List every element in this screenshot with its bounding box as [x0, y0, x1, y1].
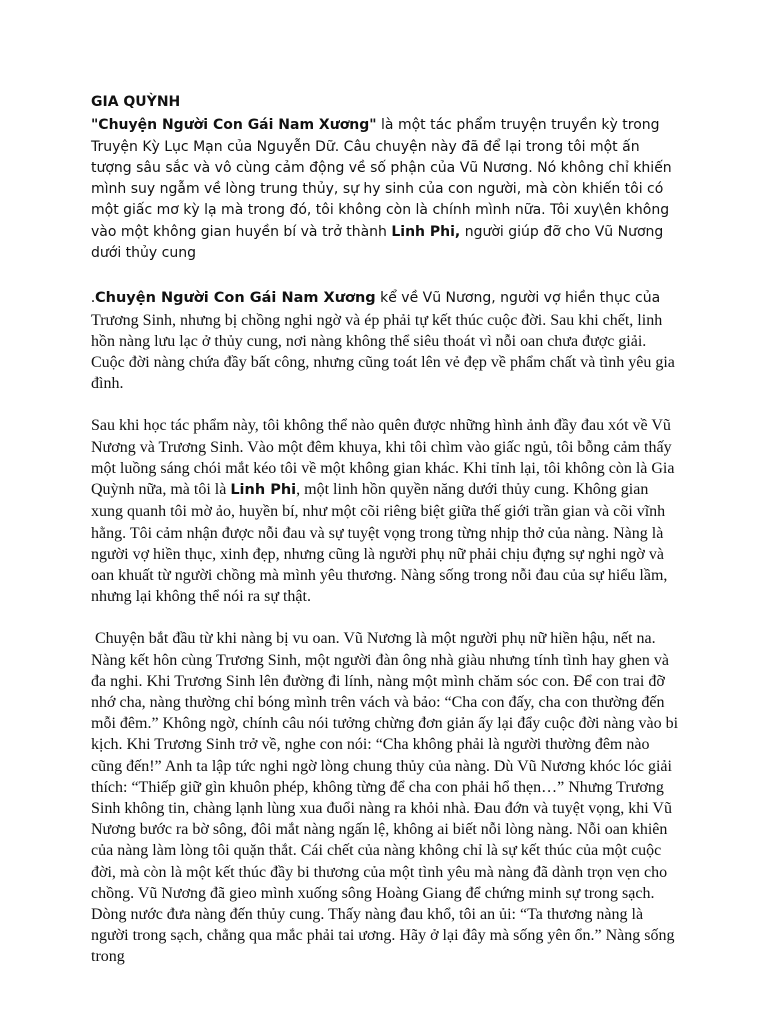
dream-character-name: Linh Phi — [230, 482, 297, 499]
dream-text-b: , một linh hồn quyền năng dưới thủy cung. Không gian xung quanh tôi mờ ảo, huyền bí, như một cõi riêng biệt giữa thế giới trần gian và cõi vĩnh hằng. Tôi cảm nhận được nỗi đau và sự tuyệt vọng trong từng nhịp thở của nàng. Nàng là người vợ hiền thục, xinh đẹp, nhưng cũng là người phụ nữ phải chịu đựng sự nghi ngờ và oan khuất từ người chồng mà mình yêu thương. Nàng sống trong nỗi đau của sự hiểu lầm, nhưng lại không thể nói ra sự thật. — [91, 481, 668, 606]
character-name: Linh Phi, — [391, 223, 461, 240]
intro-text-b: người giúp đỡ cho Vũ Nương dưới thủy cung — [91, 223, 664, 262]
summary-text-b: Trương Sinh, nhưng bị chồng nghi ngờ và ép phải tự kết thúc cuộc đời. Sau khi chết, linh hồn nàng lưu lạc ở thủy cung, nơi nàng không thể siêu thoát vì nỗi oan chưa được giải. Cuộc đời nàng chứa đầy bất công, nhưng cũng toát lên vẻ đẹp về phẩm chất và tình yêu gia đình. — [91, 311, 675, 393]
document-page — [91, 92, 683, 968]
story-paragraph: Chuyện bắt đầu từ khi nàng bị vu oan. Vũ Nương là một người phụ nữ hiền hậu, nết na. Nàng kết hôn cùng Trương Sinh, một người đàn ông nhà giàu nhưng tính tình hay ghen và đa nghi. Khi Trương Sinh lên đường đi lính, nàng một mình chăm sóc con. Để con trai đỡ nhớ cha, nàng thường chỉ bóng mình trên vách và bảo: “Cha con đấy, cha con thường đến mỗi đêm.” Không ngờ, chính câu nói tưởng chừng đơn giản ấy lại đẩy cuộc đời nàng vào bi kịch. Khi Trương Sinh trở về, nghe con nói: “Cha không phải là người thường đêm nào cũng đến!” Anh ta lập tức nghi ngờ lòng chung thủy của nàng. Dù Vũ Nương khóc lóc giải thích: “Thiếp giữ gìn khuôn phép, không từng để cha con phải hổ thẹn…” Nhưng Trương Sinh không tin, chàng lạnh lùng xua đuổi nàng ra khỏi nhà. Đau đớn và tuyệt vọng, khi Vũ Nương bước ra bờ sông, đôi mắt nàng ngấn lệ, không ai biết nỗi lòng nàng. Nỗi oan khiên của nàng làm lòng tôi quặn thắt. Cái chết của nàng không chỉ là sự kết thúc của một cuộc đời, mà còn là một kết thúc đầy bi thương của một tình yêu mà nàng đã dành trọn vẹn cho chồng. Vũ Nương đã gieo mình xuống sông Hoàng Giang để chứng minh sự trong sạch. Dòng nước đưa nàng đến thủy cung. Thấy nàng đau khổ, tôi an ủi: “Ta thương nàng là người trong sạch, chẳng qua mắc phải tai ương. Hãy ở lại đây mà sống yên ổn.” Nàng sống trong — [91, 630, 683, 966]
summary-work-title: Chuyện Người Con Gái Nam Xương — [95, 290, 376, 307]
summary-text-a: kể về Vũ Nương, người vợ hiền thục của — [375, 290, 661, 307]
intro-text-a: là một tác phẩm truyện truyền kỳ trong Truyện Kỳ Lục Mạn của Nguyễn Dữ. Câu chuyện này đã để lại trong tôi một ấn tượng sâu sắc và vô cùng cảm động về số phận của Vũ Nương. Nó không chỉ khiến mình suy ngẫm về lòng trung thủy, sự hy sinh của con người, mà còn khiến tôi có một giấc mơ kỳ lạ mà trong đó, tôi không còn là chính mình nữa. Tôi xuy\ên không vào một không gian huyền bí và trở thành — [91, 117, 672, 240]
dream-text-a: Sau khi học tác phẩm này, tôi không thể nào quên được những hình ảnh đầy đau xót về Vũ Nương và Trương Sinh. Vào một đêm khuya, khi tôi chìm vào giấc ngủ, tôi bỗng cảm thấy một luồng sáng chói mắt kéo tôi về một không gian khác. Khi tỉnh lại, tôi không còn là Gia Quỳnh nữa, mà tôi là — [91, 417, 675, 499]
work-title: "Chuyện Người Con Gái Nam Xương" — [91, 117, 377, 134]
author-name: GIA QUỲNH — [91, 94, 181, 110]
dream-paragraph — [91, 415, 683, 607]
summary-paragraph — [91, 287, 683, 394]
intro-paragraph — [91, 115, 683, 264]
summary-dot: . — [91, 289, 95, 307]
